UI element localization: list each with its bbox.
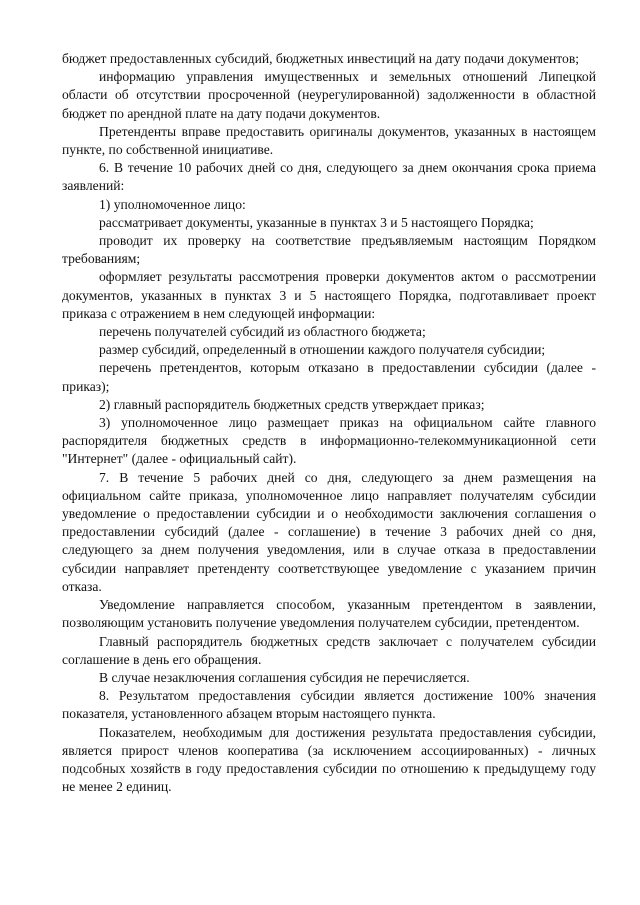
- paragraph-10: размер субсидий, определенный в отношении каждого получателя субсидии;: [99, 342, 546, 358]
- paragraph-11: перечень претендентов, которым отказано в предоставлении субсидии (далее - приказ);: [62, 360, 596, 394]
- paragraph-9: перечень получателей субсидий из областного бюджета;: [99, 324, 426, 340]
- paragraph-1: бюджет предоставленных субсидий, бюджетных инвестиций на дату подачи документов;: [62, 51, 580, 66]
- paragraph-6: рассматривает документы, указанные в пунктах 3 и 5 настоящего Порядка;: [99, 214, 534, 230]
- paragraph-5: 1) уполномоченное лицо:: [99, 196, 246, 212]
- paragraph-7: проводит их проверку на соответствие предъявляемым настоящим Порядком требованиям;: [62, 233, 596, 267]
- paragraph-16: Главный распорядитель бюджетных средств заключает с получателем субсидии соглашение в день его обращения.: [62, 633, 596, 667]
- paragraph-12: 2) главный распорядитель бюджетных средств утверждает приказ;: [99, 396, 485, 412]
- paragraph-2: информацию управления имущественных и земельных отношений Липецкой области об отсутствии просроченной (неурегулированной) задолженности в областной бюджет по арендной плате на дату подачи документов.: [62, 69, 596, 121]
- paragraph-14: 7. В течение 5 рабочих дней со дня, следующего за днем размещения на официальном сайте приказа, уполномоченное лицо направляет получателям субсидии уведомление о предоставлении субсидии и о необходимости заключения соглашения о предоставлении субсидий (далее - соглашение) в течение 3 рабочих дней со дня, следующего за днем получения уведомления, или в случае отказа в предоставлении субсидии направляет претенденту соответствующее уведомление с указанием причин отказа.: [62, 469, 596, 594]
- paragraph-3: Претенденты вправе предоставить оригиналы документов, указанных в настоящем пункте, по собственной инициативе.: [62, 123, 596, 158]
- paragraph-18: 8. Результатом предоставления субсидии является достижение 100% значения показателя, установленного абзацем вторым настоящего пункта.: [62, 688, 596, 722]
- paragraph-8: оформляет результаты рассмотрения проверки документов актом о рассмотрении документов, указанных в пунктах 3 и 5 настоящего Порядка, подготавливает проект приказа с отражением в нем следующей информации:: [62, 269, 596, 321]
- paragraph-15: Уведомление направляется способом, указанным претендентом в заявлении, позволяющим установить получение уведомления получателем субсидии, претендентом.: [62, 597, 596, 631]
- paragraph-4: 6. В течение 10 рабочих дней со дня, следующего за днем окончания срока приема заявлений:: [62, 160, 596, 194]
- paragraph-19: Показателем, необходимым для достижения результата предоставления субсидии, является прирост членов кооператива (за исключением ассоциированных) - личных подсобных хозяйств в году предоставления субсидии по отношению к предыдущему году не менее 2 единиц.: [62, 724, 596, 795]
- document-page: [62, 50, 596, 796]
- paragraph-13: 3) уполномоченное лицо размещает приказ на официальном сайте главного распорядителя бюджетных средств в информационно-телекоммуникационной сети "Интернет" (далее - официальный сайт).: [62, 415, 596, 467]
- paragraph-17: В случае незаключения соглашения субсидия не перечисляется.: [99, 669, 470, 685]
